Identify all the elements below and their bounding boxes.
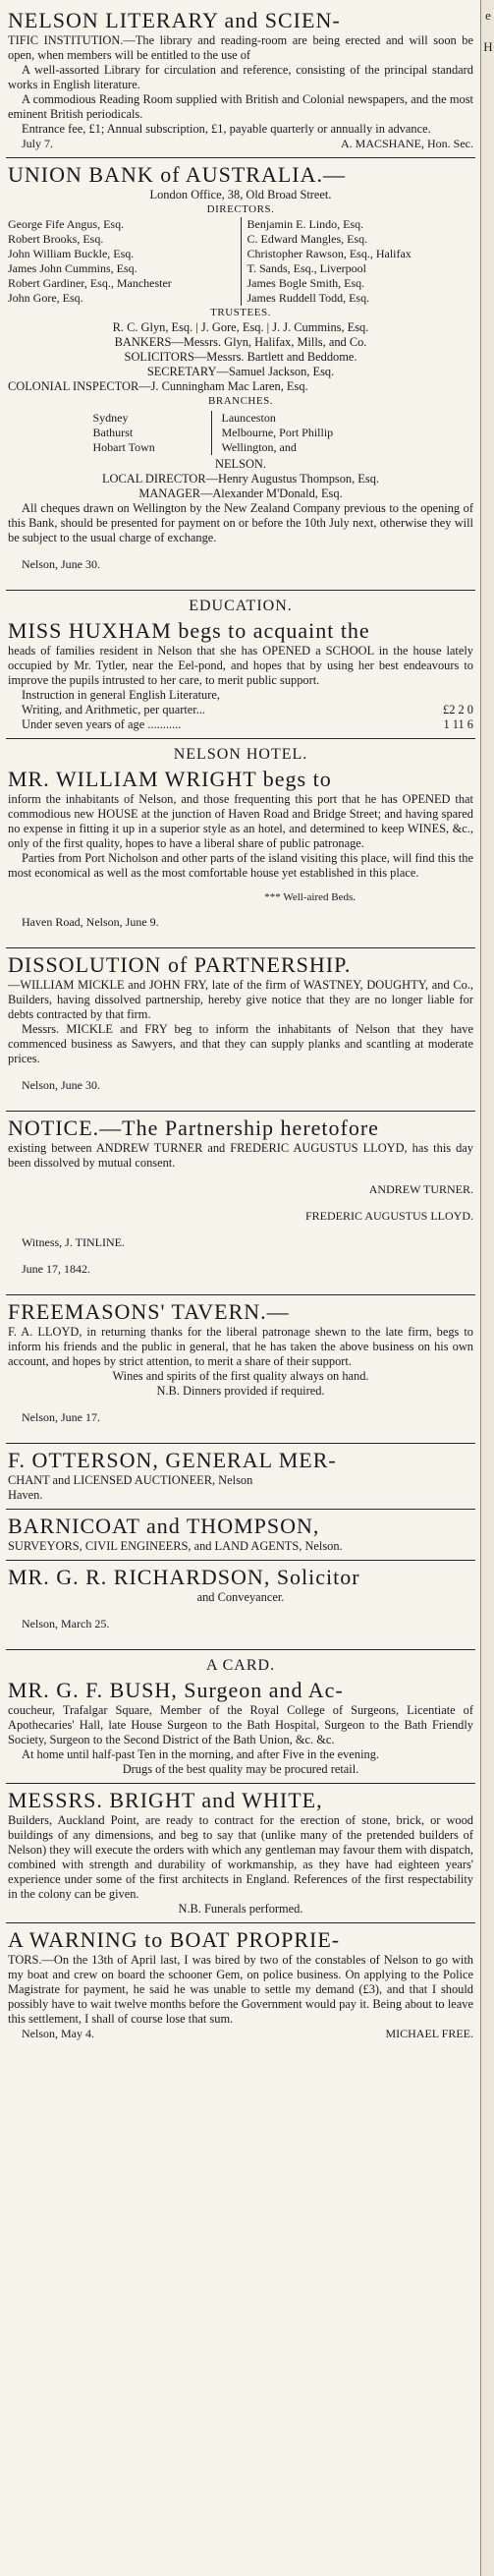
ad-signature: FREDERIC AUGUSTUS LLOYD. xyxy=(304,1209,473,1223)
adjacent-column-edge xyxy=(480,0,494,2576)
ad-nelson-hotel xyxy=(6,739,475,948)
ad-date: Nelson, June 30. xyxy=(22,557,100,571)
ad-union-bank xyxy=(6,158,475,591)
ad-date: Nelson, June 30. xyxy=(22,1078,100,1092)
ad-title: MR. G. F. BUSH, Surgeon and Ac- xyxy=(8,1678,344,1702)
director-name: James Ruddell Todd, Esq. xyxy=(247,291,370,305)
ad-title: DISSOLUTION of PARTNERSHIP. xyxy=(8,952,352,977)
directors-list xyxy=(8,217,473,306)
ad-title: FREEMASONS' TAVERN.— xyxy=(8,1299,290,1324)
ad-title: BARNICOAT and THOMPSON, xyxy=(8,1514,320,1538)
newspaper-column xyxy=(6,4,475,2047)
ad-richardson xyxy=(6,1561,475,1650)
director-name: John Gore, Esq. xyxy=(8,291,83,305)
inspector: COLONIAL INSPECTOR—J. Cunningham Mac Laren, Esq. xyxy=(8,379,308,393)
fee-value: 1 11 6 xyxy=(443,717,473,731)
ad-signature: MICHAEL FREE. xyxy=(385,2027,473,2040)
branch-name: Melbourne, Port Phillip xyxy=(221,426,334,439)
ad-date: Nelson, March 25. xyxy=(22,1617,110,1631)
ad-body: heads of families resident in Nelson that she has OPENED a SCHOOL in the house lately occupied by Mr. Tytler, near the Eel-pond, and hopes that by using her best endeavours to improve the pupils intrusted to her care, to merit public support. xyxy=(8,644,473,687)
ad-title: F. OTTERSON, GENERAL MER- xyxy=(8,1448,337,1472)
director-name: Robert Gardiner, Esq., Manchester xyxy=(8,276,172,290)
director-name: John William Buckle, Esq. xyxy=(8,247,135,260)
edge-letter: H xyxy=(483,39,493,54)
ad-freemasons xyxy=(6,1295,475,1444)
ad-body: At home until half-past Ten in the morning, and after Five in the evening. xyxy=(22,1747,379,1761)
ad-body: coucheur, Trafalgar Square, Member of the Royal College of Surgeons, Licentiate of Apothecaries' Hall, late House Surgeon to the Bath Hospital, Surgeon to the Bath Friendly Society, Surgeon to the Second District of the Bath Union, &c. &c. xyxy=(8,1703,473,1746)
ad-body: N.B. Funerals performed. xyxy=(178,1902,303,1916)
ad-body: existing between ANDREW TURNER and FREDERIC AUGUSTUS LLOYD, has this day been dissolved by mutual consent. xyxy=(8,1141,473,1170)
secretary: SECRETARY—Samuel Jackson, Esq. xyxy=(146,365,335,378)
ad-body: SURVEYORS, CIVIL ENGINEERS, and LAND AGENTS, Nelson. xyxy=(8,1539,343,1553)
ad-body: F. A. LLOYD, in returning thanks for the liberal patronage shewn to the late firm, begs to inform his friends and the public in general, that he has taken the above business on his own account, and hopes by strict attention, to merit a share of their support. xyxy=(8,1325,473,1368)
ad-title: MISS HUXHAM begs to acquaint the xyxy=(8,618,370,643)
edge-letter: e xyxy=(485,8,491,23)
ad-title: MR. G. R. RICHARDSON, Solicitor xyxy=(8,1565,360,1589)
ad-education xyxy=(6,591,475,739)
ad-body: TIFIC INSTITUTION.—The library and reading-room are being erected and will soon be open, when members will be entitled to the use of xyxy=(8,33,473,62)
fee-item: Writing, and Arithmetic, per quarter... xyxy=(22,703,206,716)
ad-signature: A. MACSHANE, Hon. Sec. xyxy=(341,137,473,150)
ad-body: All cheques drawn on Wellington by the New Zealand Company previous to the opening of this Bank, should be presented for payment on or before the 10th July next, otherwise they will be subject to the usual charge of exchange. xyxy=(8,501,473,544)
ad-body: Wines and spirits of the first quality always on hand. xyxy=(112,1369,369,1383)
ad-warning xyxy=(6,1923,475,2047)
director-name: James John Cummins, Esq. xyxy=(8,261,137,275)
ad-body: —WILLIAM MICKLE and JOHN FRY, late of the firm of WASTNEY, DOUGHTY, and Co., Builders, having dissolved partnership, hereby give notice that they are no longer liable for debts contracted by that firm. xyxy=(8,978,473,1021)
ad-heading: A CARD. xyxy=(205,1657,276,1674)
ad-date: Nelson, May 4. xyxy=(22,2027,94,2040)
branch-name: Hobart Town xyxy=(92,440,155,454)
branch-name: Bathurst xyxy=(92,426,134,439)
ad-date: Nelson, June 17. xyxy=(22,1410,100,1424)
ad-title: MESSRS. BRIGHT and WHITE, xyxy=(8,1788,323,1812)
director-name: George Fife Angus, Esq. xyxy=(8,217,125,231)
director-name: Robert Brooks, Esq. xyxy=(8,232,104,246)
fee-value xyxy=(405,688,473,703)
ad-bright-white xyxy=(6,1784,475,1923)
ad-title: MR. WILLIAM WRIGHT begs to xyxy=(8,767,332,791)
ad-body: Parties from Port Nicholson and other parts of the island visiting this place, will find this the most economical as well as the most comfortable house yet established in this place. xyxy=(8,851,473,880)
director-name: James Bogle Smith, Esq. xyxy=(247,276,365,290)
ad-otterson xyxy=(6,1444,475,1510)
witness: Witness, J. TINLINE. xyxy=(22,1235,125,1249)
director-name: C. Edward Mangles, Esq. xyxy=(247,232,368,246)
ad-date: Haven Road, Nelson, June 9. xyxy=(22,915,159,929)
section-label: TRUSTEES. xyxy=(210,307,271,318)
beds-note: *** Well-aired Beds. xyxy=(264,891,356,903)
ad-body: A well-assorted Library for circulation and reference, consisting of the principal standard works in English literature. xyxy=(8,63,473,91)
fee-value: £2 2 0 xyxy=(443,703,473,716)
ad-heading: NELSON HOTEL. xyxy=(173,746,308,763)
ad-dissolution xyxy=(6,948,475,1112)
ad-body: Drugs of the best quality may be procured retail. xyxy=(122,1762,359,1776)
fee-row xyxy=(8,717,473,732)
trustees: R. C. Glyn, Esq. | J. Gore, Esq. | J. J. Cummins, Esq. xyxy=(112,320,369,334)
ad-barnicoat xyxy=(6,1510,475,1561)
ad-bush xyxy=(6,1650,475,1784)
fee-item: Under seven years of age ........... xyxy=(22,717,182,731)
ad-title: UNION BANK of AUSTRALIA.— xyxy=(8,162,346,187)
branch-name: Sydney xyxy=(92,411,129,425)
ad-date: July 7. xyxy=(22,137,54,150)
ad-body: Messrs. MICKLE and FRY beg to inform the inhabitants of Nelson that they have commenced business as Sawyers, and that they can supply planks and scantling at moderate prices. xyxy=(8,1022,473,1065)
ad-body: A commodious Reading Room supplied with British and Colonial newspapers, and the most eminent British periodicals. xyxy=(8,92,473,121)
ad-title: A WARNING to BOAT PROPRIE- xyxy=(8,1927,341,1952)
bank-office: London Office, 38, Old Broad Street. xyxy=(149,188,332,201)
ad-title: NOTICE.—The Partnership heretofore xyxy=(8,1116,379,1140)
section-label: BRANCHES. xyxy=(208,395,273,407)
ad-body: Entrance fee, £1; Annual subscription, £1, payable quarterly or annually in advance. xyxy=(22,122,431,136)
ad-notice xyxy=(6,1112,475,1295)
bankers: BANKERS—Messrs. Glyn, Halifax, Mills, and Co. xyxy=(114,335,367,349)
ad-nelson-literary xyxy=(6,4,475,158)
fee-row xyxy=(8,688,473,703)
director-name: Christopher Rawson, Esq., Halifax xyxy=(247,247,412,260)
ad-body: CHANT and LICENSED AUCTIONEER, Nelson xyxy=(8,1473,253,1487)
ad-body: TORS.—On the 13th of April last, I was bired by two of the constables of Nelson to go with my boat and crew on board the schooner Gem, on police business. On applying to the Police Magistrate for payment, he said he was unable to settle my demand (£3), and that I should possibly have to wait twelve months before the Government would pay it. Being about to leave this settlement, I shall of course lose that sum. xyxy=(8,1953,473,2026)
section-label: DIRECTORS. xyxy=(206,203,275,215)
director-name: Benjamin E. Lindo, Esq. xyxy=(247,217,364,231)
ad-place: Haven. xyxy=(8,1488,43,1502)
director-name: T. Sands, Esq., Liverpool xyxy=(247,261,366,275)
branch-name: Wellington, and xyxy=(221,440,297,454)
fee-item: Instruction in general English Literature, xyxy=(22,688,220,702)
ad-date: June 17, 1842. xyxy=(22,1262,90,1276)
ad-body: and Conveyancer. xyxy=(196,1590,285,1604)
ad-body: Builders, Auckland Point, are ready to contract for the erection of stone, brick, or wood buildings of any dimensions, and beg to say that (unlike many of the pretended builders of Nelson) they will execute the orders with which any gentleman may favour them with dispatch, combined with strength and durability of workmanship, as they have had eighteen years' experience under some of the first architects in England. References of the first respectability in the colony can be given. xyxy=(8,1813,473,1901)
branches-last: NELSON. xyxy=(215,457,266,471)
solicitors: SOLICITORS—Messrs. Bartlett and Beddome. xyxy=(124,350,357,364)
ad-heading: EDUCATION. xyxy=(189,598,293,614)
manager: MANAGER—Alexander M'Donald, Esq. xyxy=(138,487,343,500)
ad-body: inform the inhabitants of Nelson, and those frequenting this port that he has OPENED that commodious new HOUSE at the junction of Haven Road and Bridge Street; and having spared no expense in fitting it up in a superior style as an hotel, and determined to keep WINES, &c., only of the first quality, hopes to have a liberal share of public patronage. xyxy=(8,792,473,850)
branch-name: Launceston xyxy=(221,411,276,425)
fee-row xyxy=(8,703,473,717)
ad-body: N.B. Dinners provided if required. xyxy=(156,1384,325,1398)
ad-title: NELSON LITERARY and SCIEN- xyxy=(8,8,341,32)
local-director: LOCAL DIRECTOR—Henry Augustus Thompson, Esq. xyxy=(101,472,379,486)
branches-list xyxy=(8,411,473,455)
ad-signature: ANDREW TURNER. xyxy=(368,1182,473,1196)
